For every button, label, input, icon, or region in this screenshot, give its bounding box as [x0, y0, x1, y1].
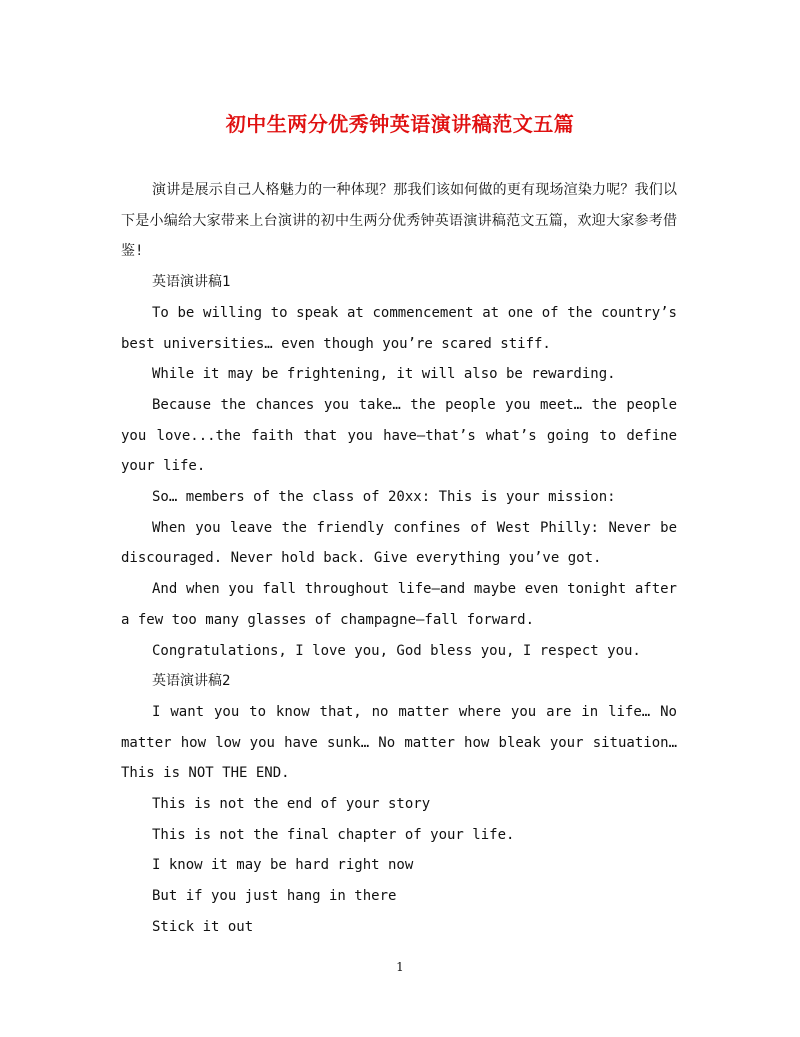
speech-2-paragraph: But if you just hang in there	[152, 888, 397, 905]
document-title: 初中生两分优秀钟英语演讲稿范文五篇	[225, 112, 575, 136]
speech-1-paragraph: Because the chances you take… the people you meet… the people you love...the faith that you have—that’s what’s going to define your life.	[121, 396, 677, 475]
speech-2-paragraph: This is not the final chapter of your life.	[152, 826, 515, 843]
speech-2-paragraph: This is not the end of your story	[152, 796, 431, 813]
speech-2-paragraph: Stick it out	[152, 918, 254, 935]
section-heading-1: 英语演讲稿1	[152, 274, 231, 291]
intro-paragraph: 演讲是展示自己人格魅力的一种体现？那我们该如何做的更有现场渲染力呢？我们以下是小编给大家带来上台演讲的初中生两分优秀钟英语演讲稿范文五篇，欢迎大家参考借鉴!	[121, 182, 677, 260]
speech-1-paragraph: Congratulations, I love you, God bless you, I respect you.	[152, 642, 641, 659]
speech-1-paragraph: And when you fall throughout life—and maybe even tonight after a few too many glasses of champagne—fall forward.	[121, 581, 677, 628]
speech-2-paragraph: I want you to know that, no matter where you are in life… No matter how low you have sunk… No matter how bleak your situation… This is NOT THE END.	[121, 703, 677, 782]
speech-1-paragraph: So… members of the class of 20xx: This is your mission:	[152, 489, 616, 506]
speech-1-paragraph: To be willing to speak at commencement at one of the country’s best universities… even though you’re scared stiff.	[121, 304, 677, 352]
speech-1-paragraph: When you leave the friendly confines of West Philly: Never be discouraged. Never hold back. Give everything you’ve got.	[121, 519, 677, 567]
speech-2-paragraph: I know it may be hard right now	[152, 857, 414, 874]
speech-1-paragraph: While it may be frightening, it will also be rewarding.	[152, 366, 616, 383]
document-body	[121, 175, 677, 943]
page-number: 1	[396, 960, 404, 974]
section-heading-2: 英语演讲稿2	[152, 673, 231, 690]
